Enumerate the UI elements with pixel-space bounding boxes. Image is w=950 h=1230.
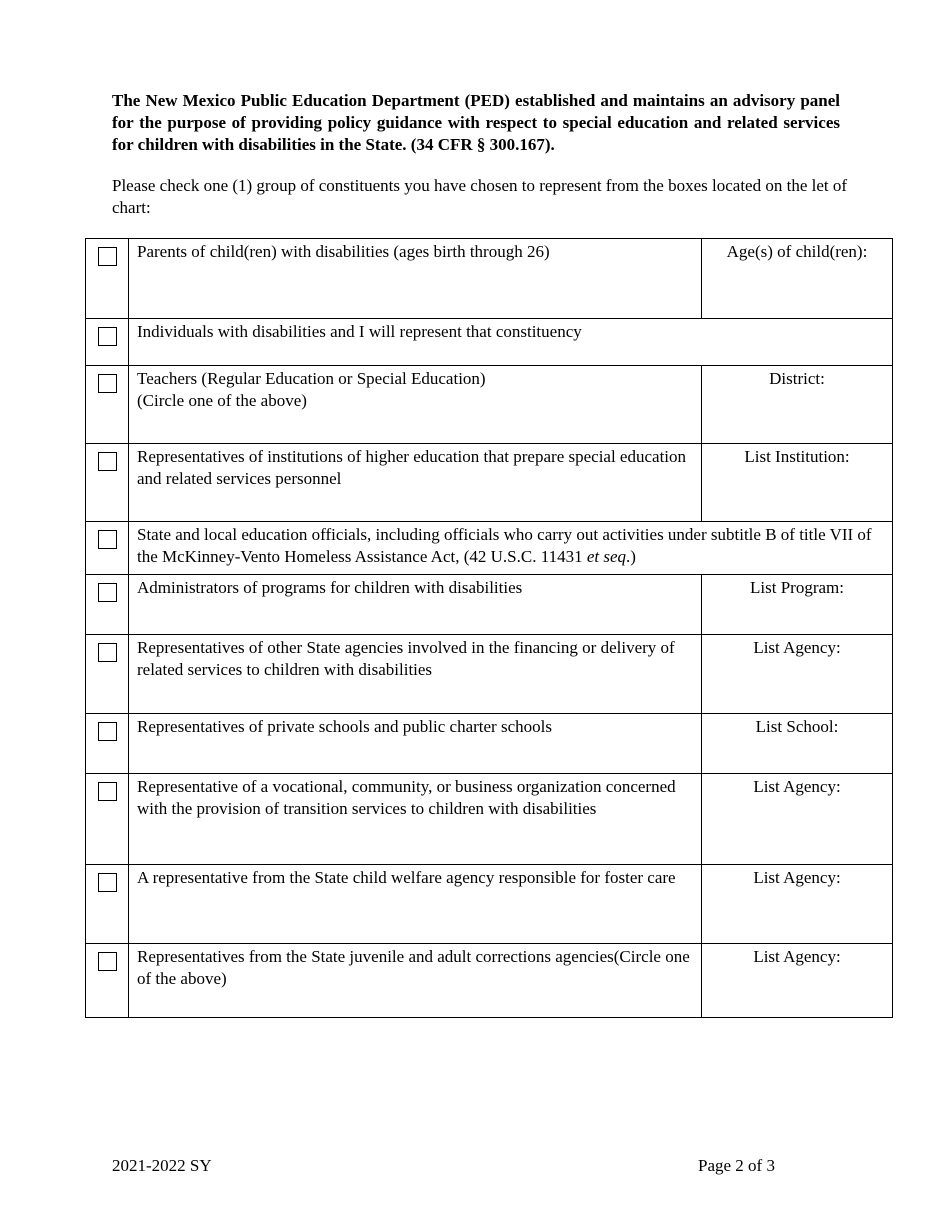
row-label: A representative from the State child welfare agency responsible for foster care bbox=[129, 865, 702, 944]
row-label: Parents of child(ren) with disabilities (ages birth through 26) bbox=[129, 239, 702, 319]
row-label: Individuals with disabilities and I will represent that constituency bbox=[129, 319, 893, 366]
row-label bbox=[129, 366, 702, 444]
row-label: Representative of a vocational, community, or business organization concerned with the provision of transition services to children with disabilities bbox=[129, 774, 702, 865]
field-label-district[interactable]: District: bbox=[702, 366, 893, 444]
intro-paragraph: The New Mexico Public Education Department (PED) established and maintains an advisory panel for the purpose of providing policy guidance with respect to special education and related services for children with disabilities in the State. (34 CFR § 300.167). bbox=[112, 91, 840, 154]
checkbox-vocational-organization[interactable] bbox=[98, 782, 117, 801]
field-label-agency[interactable]: List Agency: bbox=[702, 865, 893, 944]
checkbox-individuals[interactable] bbox=[98, 327, 117, 346]
row-label: Representatives from the State juvenile and adult corrections agencies(Circle one of the above) bbox=[129, 944, 702, 1018]
checkbox-private-schools[interactable] bbox=[98, 722, 117, 741]
row-label: Representatives of institutions of higher education that prepare special education and related services personnel bbox=[129, 444, 702, 522]
row-label: State and local education officials, including officials who carry out activities under subtitle B of title VII of the McKinney-Vento Homeless Assistance Act, (42 U.S.C. 11431 et seq.) bbox=[129, 522, 893, 575]
table-row bbox=[86, 714, 893, 774]
constituent-chart bbox=[85, 238, 893, 1018]
row-label: Representatives of other State agencies involved in the financing or delivery of related services to children with disabilities bbox=[129, 635, 702, 714]
table-row bbox=[86, 444, 893, 522]
table-row bbox=[86, 865, 893, 944]
checkbox-state-agencies[interactable] bbox=[98, 643, 117, 662]
field-label-institution[interactable]: List Institution: bbox=[702, 444, 893, 522]
checkbox-administrators[interactable] bbox=[98, 583, 117, 602]
checkbox-higher-education[interactable] bbox=[98, 452, 117, 471]
table-row bbox=[86, 366, 893, 444]
row-label: Representatives of private schools and public charter schools bbox=[129, 714, 702, 774]
checkbox-education-officials[interactable] bbox=[98, 530, 117, 549]
row-label-line: (Circle one of the above) bbox=[137, 391, 307, 410]
field-label-agency[interactable]: List Agency: bbox=[702, 774, 893, 865]
checkbox-corrections[interactable] bbox=[98, 952, 117, 971]
table-row bbox=[86, 575, 893, 635]
row-label-line: Teachers (Regular Education or Special Education) bbox=[137, 369, 486, 388]
table-row bbox=[86, 944, 893, 1018]
field-label-school[interactable]: List School: bbox=[702, 714, 893, 774]
checkbox-teachers[interactable] bbox=[98, 374, 117, 393]
checkbox-parents[interactable] bbox=[98, 247, 117, 266]
row-label: Administrators of programs for children with disabilities bbox=[129, 575, 702, 635]
footer-page-number: Page 2 of 3 bbox=[698, 1156, 775, 1175]
table-row bbox=[86, 239, 893, 319]
footer-school-year: 2021-2022 SY bbox=[112, 1156, 212, 1175]
field-label-agency[interactable]: List Agency: bbox=[702, 635, 893, 714]
instructions-paragraph: Please check one (1) group of constituents you have chosen to represent from the boxes located on the let of chart: bbox=[112, 176, 848, 217]
table-row bbox=[86, 635, 893, 714]
field-label-agency[interactable]: List Agency: bbox=[702, 944, 893, 1018]
field-label-ages[interactable]: Age(s) of child(ren): bbox=[702, 239, 893, 319]
table-row bbox=[86, 522, 893, 575]
table-row bbox=[86, 319, 893, 366]
checkbox-child-welfare[interactable] bbox=[98, 873, 117, 892]
table-row bbox=[86, 774, 893, 865]
field-label-program[interactable]: List Program: bbox=[702, 575, 893, 635]
